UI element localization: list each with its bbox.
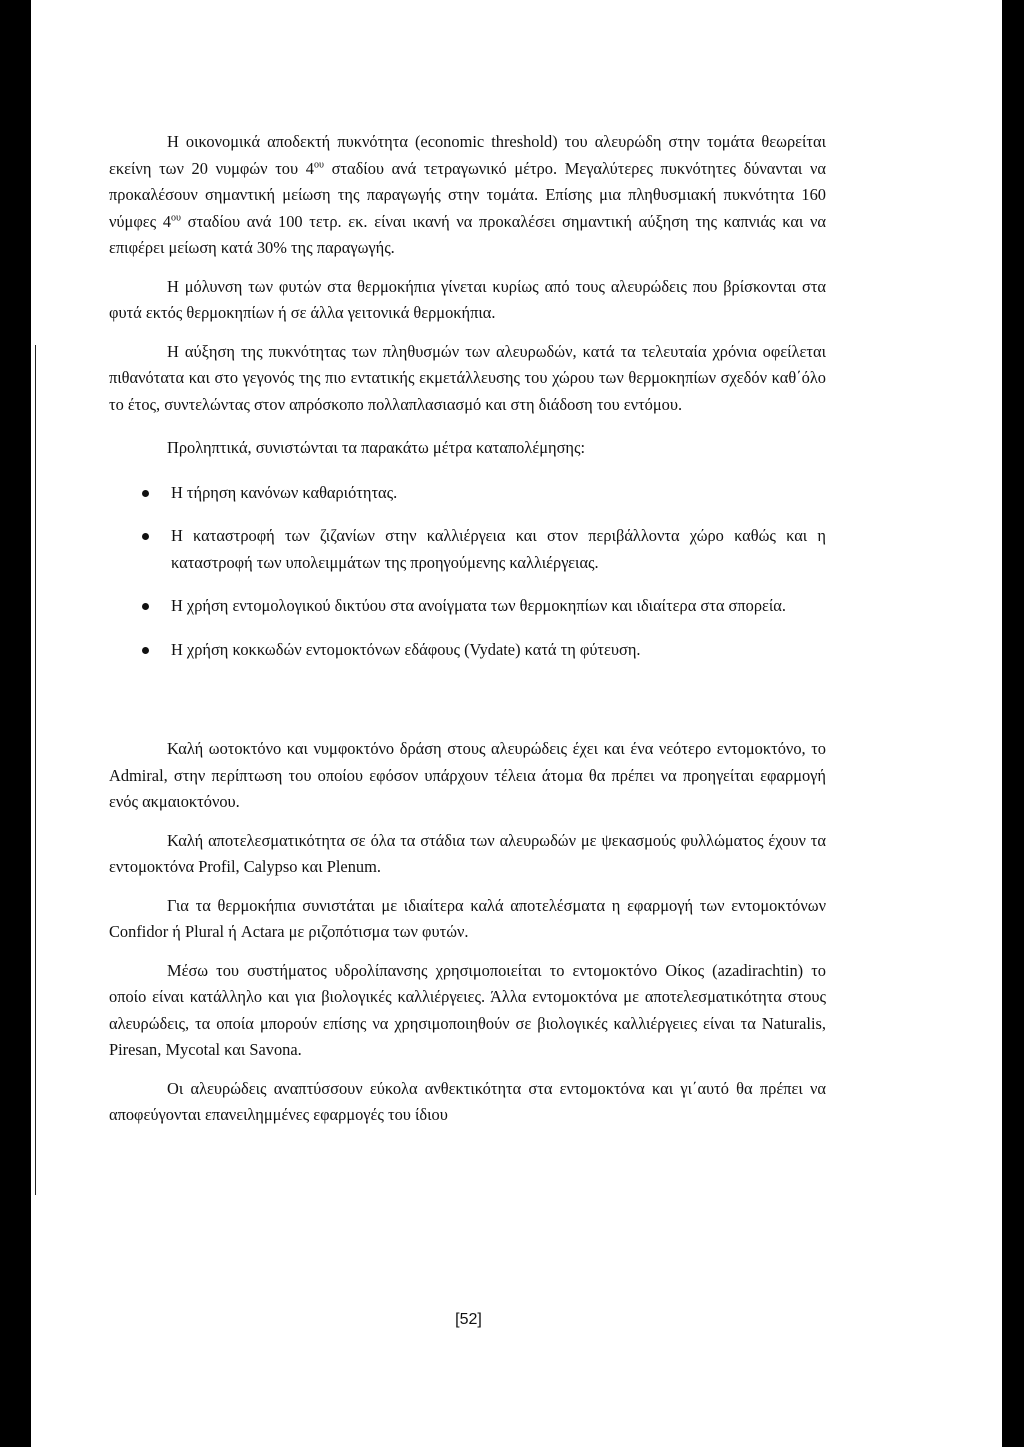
list-item: Η χρήση εντομολογικού δικτύου στα ανοίγματα των θερμοκηπίων και ιδιαίτερα στα σπορεία. <box>109 593 826 620</box>
list-item: Η χρήση κοκκωδών εντομοκτόνων εδάφους (Vydate) κατά τη φύτευση. <box>109 637 826 664</box>
page-number: [52] <box>455 1311 482 1328</box>
paragraph-economic-threshold: Η οικονομικά αποδεκτή πυκνότητα (economic threshold) του αλευρώδη στην τομάτα θεωρείται εκείνη των 20 νυμφών του $4^{o\upsilon}$ σταδίου ανά τετραγωνικό μέτρο. Μεγαλύτερες πυκνότητες δύνανται να προκαλέσουν σημαντική μείωση της παραγωγής στην τομάτα. Επίσης μια πληθυσμιακή πυκνότητα 160 νύμφες $4^{o\upsilon}$ σταδίου ανά 100 τετρ. εκ. είναι ικανή να προκαλέσει σημαντική αύξηση της καπνιάς και να επιφέρει μείωση κατά 30% της παραγωγής. <box>109 132 826 257</box>
preventive-measures-list <box>109 480 826 664</box>
paragraph-population-increase: Η αύξηση της πυκνότητας των πληθυσμών των αλευρωδών, κατά τα τελευταία χρόνια οφείλεται πιθανότατα και στο γεγονός της πιο εντατικής εκμετάλλευσης του χώρου των θερμοκηπίων σχεδόν καθ΄όλο το έτος, συντελώντας στον απρόσκοπο πολλαπλασιασμό και στη διάδοση του εντόμου. <box>109 341 826 414</box>
margin-rule <box>35 345 36 1195</box>
paragraph-admiral: Καλή ωοτοκτόνο και νυμφοκτόνο δράση στους αλευρώδεις έχει και ένα νεότερο εντομοκτόνο, το Admiral, στην περίπτωση του οποίου εφόσον υπάρχουν τέλεια άτομα θα πρέπει να προηγείται εφαρμογή ενός ακμαιοκτόνου. <box>109 739 826 811</box>
bullet-icon <box>142 603 149 610</box>
list-item: Η καταστροφή των ζιζανίων στην καλλιέργεια και στον περιβάλλοντα χώρο καθώς και η καταστροφή των υπολειμμάτων της προηγούμενης καλλιέργειας. <box>109 523 826 576</box>
paragraph-infection-source: Η μόλυνση των φυτών στα θερμοκήπια γίνεται κυρίως από τους αλευρώδεις που βρίσκονται στα φυτά εκτός θερμοκηπίων ή σε άλλα γειτονικά θερμοκήπια. <box>109 276 826 322</box>
paragraph-greenhouse-drench: Για τα θερμοκήπια συνιστάται με ιδιαίτερα καλά αποτελέσματα η εφαρμογή των εντομοκτόνων Confidor ή Plural ή Actara με ριζοπότισμα των φυτών. <box>109 895 826 941</box>
bullet-icon <box>142 647 149 654</box>
page-content <box>109 129 826 1129</box>
bullet-icon <box>142 490 149 497</box>
bullet-icon <box>142 533 149 540</box>
document-page <box>31 0 1002 1447</box>
paragraph-foliar-sprays: Καλή αποτελεσματικότητα σε όλα τα στάδια των αλευρωδών με ψεκασμούς φυλλώματος έχουν τα εντομοκτόνα Profil, Calypso και Plenum. <box>109 830 826 876</box>
list-item: Η τήρηση κανόνων καθαριότητας. <box>109 480 826 507</box>
paragraph-resistance: Οι αλευρώδεις αναπτύσσουν εύκολα ανθεκτικότητα στα εντομοκτόνα και γι΄αυτό θα πρέπει να αποφεύγονται επανειλημμένες εφαρμογές του ίδιου <box>109 1078 826 1124</box>
paragraph-fertigation-organic: Μέσω του συστήματος υδρολίπανσης χρησιμοποιείται το εντομοκτόνο Οίκος (azadirachtin) το οποίο είναι κατάλληλο και για βιολογικές καλλιέργειες. Άλλα εντομοκτόνα με αποτελεσματικότητα στους αλευρώδεις, τα οποία μπορούν επίσης να χρησιμοποιηθούν σε βιολογικές καλλιέργειες είναι τα Naturalis, Piresan, Mycotal και Savona. <box>109 960 826 1059</box>
section-gap <box>109 680 826 736</box>
paragraph-preventive-measures-lead: Προληπτικά, συνιστώνται τα παρακάτω μέτρα καταπολέμησης: <box>167 438 586 457</box>
